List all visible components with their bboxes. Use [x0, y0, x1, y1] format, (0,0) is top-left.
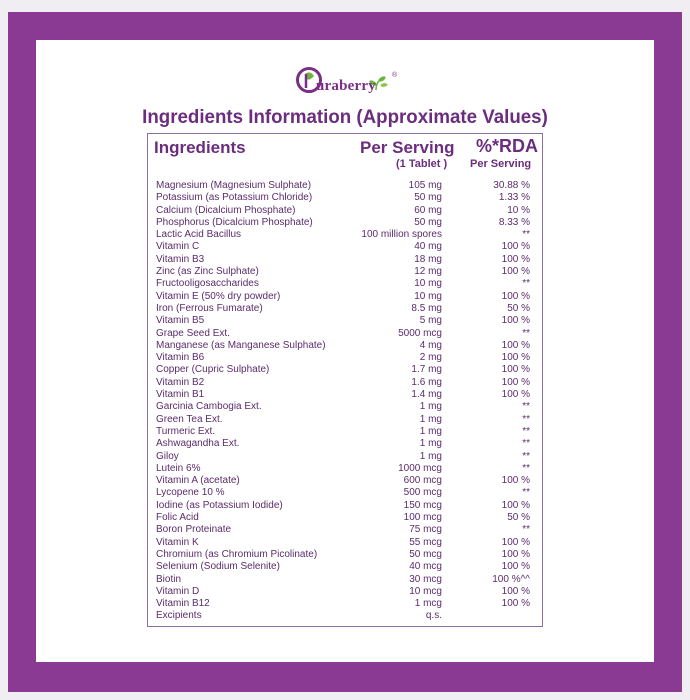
rda-value: 100 % — [501, 548, 530, 560]
rda-value: 100 % — [501, 352, 530, 364]
table-row — [154, 389, 538, 401]
ingredient-name: Folic Acid — [156, 512, 199, 524]
rda-value: ** — [522, 438, 530, 450]
rda-value: 100 % — [501, 585, 530, 597]
per-serving-value: 1 mg — [419, 413, 442, 425]
ingredient-name: Vitamin B6 — [156, 352, 205, 364]
ingredient-name: Turmeric Ext. — [156, 425, 216, 437]
per-serving-value: 18 mg — [414, 253, 442, 265]
rda-value: 100 % — [501, 389, 530, 401]
table-row — [154, 291, 538, 303]
per-serving-value: 40 mcg — [409, 561, 442, 573]
rda-value: ** — [522, 413, 530, 425]
ingredient-name: Iron (Ferrous Fumarate) — [156, 302, 263, 314]
rda-value: 100 % — [501, 290, 530, 302]
per-serving-value: q.s. — [425, 610, 442, 622]
per-serving-value: 1 mcg — [414, 598, 442, 610]
per-serving-value: 600 mcg — [403, 475, 442, 487]
table-row — [154, 278, 538, 290]
table-row — [154, 537, 538, 549]
ingredient-name: Fructooligosaccharides — [156, 278, 259, 290]
table-row — [154, 401, 538, 413]
per-serving-value: 2 mg — [419, 352, 442, 364]
ingredient-name: Giloy — [156, 450, 179, 462]
ingredient-name: Excipients — [156, 610, 202, 622]
table-row — [154, 598, 538, 610]
ingredient-name: Magnesium (Magnesium Sulphate) — [156, 180, 312, 191]
per-serving-value: 1 mg — [419, 425, 442, 437]
ingredient-name: Vitamin B3 — [156, 253, 205, 265]
per-serving-value: 30 mcg — [409, 573, 442, 585]
ingredients-table — [147, 133, 543, 627]
rda-value: 10 % — [507, 204, 530, 216]
per-serving-value: 40 mg — [414, 241, 442, 253]
per-serving-value: 1000 mcg — [398, 462, 442, 474]
table-row — [154, 180, 538, 192]
table-row — [154, 549, 538, 561]
rda-value: 100 % — [501, 315, 530, 327]
per-serving-value: 75 mcg — [409, 524, 442, 536]
rda-value: 100 % — [501, 598, 530, 610]
rda-value: ** — [522, 425, 530, 437]
header-per-serving: Per Serving — [360, 138, 455, 157]
table-row — [154, 512, 538, 524]
table-row — [154, 205, 538, 217]
per-serving-value: 12 mg — [414, 266, 442, 278]
per-serving-value: 10 mcg — [409, 585, 442, 597]
per-serving-value: 500 mcg — [403, 487, 442, 499]
header-rda: %*RDA — [476, 136, 539, 156]
per-serving-value: 1.7 mg — [411, 364, 442, 376]
rda-value: 100 % — [501, 339, 530, 351]
rda-value: 30.88 % — [493, 180, 530, 191]
table-row — [154, 192, 538, 204]
table-row — [154, 451, 538, 463]
rda-value: 100 %^^ — [492, 573, 530, 585]
ingredient-name: Chromium (as Chromium Picolinate) — [156, 548, 318, 560]
header-rda-sub: Per Serving — [470, 158, 532, 170]
rda-value: 100 % — [501, 253, 530, 265]
table-row — [154, 500, 538, 512]
rda-value: ** — [522, 487, 530, 499]
per-serving-value: 50 mcg — [409, 548, 442, 560]
table-row — [154, 364, 538, 376]
table-row — [154, 524, 538, 536]
table-row — [154, 229, 538, 241]
rda-value: 100 % — [501, 475, 530, 487]
ingredient-name: Copper (Cupric Sulphate) — [156, 364, 270, 376]
per-serving-value: 1.4 mg — [411, 389, 442, 401]
rda-value: ** — [522, 229, 530, 241]
per-serving-value: 150 mcg — [403, 499, 442, 511]
per-serving-value: 5000 mcg — [398, 327, 442, 339]
per-serving-value: 100 mcg — [403, 512, 442, 524]
rda-value: ** — [522, 278, 530, 290]
rda-value: 100 % — [501, 536, 530, 548]
per-serving-value: 1 mg — [419, 438, 442, 450]
rda-value: ** — [522, 462, 530, 474]
table-row — [154, 254, 538, 266]
table-row — [154, 414, 538, 426]
table-row — [154, 426, 538, 438]
ingredient-name: Vitamin B12 — [156, 598, 210, 610]
ingredient-name: Ashwagandha Ext. — [156, 438, 240, 450]
rda-value: 100 % — [501, 376, 530, 388]
table-row — [154, 586, 538, 598]
rda-value: 100 % — [501, 561, 530, 573]
ingredient-name: Lactic Acid Bacillus — [156, 229, 242, 241]
header-ingredients: Ingredients — [154, 138, 246, 157]
ingredient-name: Vitamin E (50% dry powder) — [156, 290, 281, 302]
per-serving-value: 4 mg — [419, 339, 442, 351]
table-body — [154, 180, 538, 623]
table-row — [154, 340, 538, 352]
per-serving-value: 50 mg — [414, 216, 442, 228]
per-serving-value: 8.5 mg — [411, 302, 442, 314]
header-per-serving-sub: (1 Tablet ) — [396, 158, 448, 170]
ingredient-name: Vitamin D — [156, 585, 200, 597]
table-row — [154, 328, 538, 340]
table-row — [154, 574, 538, 586]
per-serving-value: 10 mg — [414, 278, 442, 290]
rda-value: 50 % — [507, 302, 530, 314]
per-serving-value: 105 mg — [408, 180, 442, 191]
per-serving-value: 5 mg — [419, 315, 442, 327]
ingredient-name: Calcium (Dicalcium Phosphate) — [156, 204, 296, 216]
rda-value: ** — [522, 401, 530, 413]
ingredient-name: Lutein 6% — [156, 462, 201, 474]
per-serving-value: 1 mg — [419, 450, 442, 462]
rda-value: 100 % — [501, 364, 530, 376]
table-row — [154, 377, 538, 389]
table-row — [154, 475, 538, 487]
ingredient-name: Vitamin K — [156, 536, 199, 548]
ingredient-name: Boron Proteinate — [156, 524, 232, 536]
ingredient-name: Green Tea Ext. — [156, 413, 223, 425]
registered-mark: ® — [392, 72, 398, 79]
brand-name: uraberry — [316, 78, 376, 94]
ingredient-name: Vitamin B5 — [156, 315, 205, 327]
table-row — [154, 303, 538, 315]
ingredient-name: Vitamin A (acetate) — [156, 475, 240, 487]
ingredient-name: Manganese (as Manganese Sulphate) — [156, 339, 326, 351]
ingredient-name: Phosphorus (Dicalcium Phosphate) — [156, 216, 313, 228]
table-row — [154, 487, 538, 499]
rda-value: 1.33 % — [498, 192, 530, 204]
ingredient-name: Biotin — [156, 573, 182, 585]
table-row — [154, 266, 538, 278]
table-row — [154, 438, 538, 450]
ingredient-name: Vitamin C — [156, 241, 200, 253]
ingredient-name: Vitamin B1 — [156, 389, 205, 401]
ingredient-name: Zinc (as Zinc Sulphate) — [156, 266, 259, 278]
rda-value: ** — [522, 450, 530, 462]
table-row — [154, 610, 538, 622]
ingredient-name: Grape Seed Ext. — [156, 327, 230, 339]
ingredient-name: Selenium (Sodium Selenite) — [156, 561, 280, 573]
per-serving-value: 1 mg — [419, 401, 442, 413]
table-row — [154, 352, 538, 364]
ingredient-name: Iodine (as Potassium Iodide) — [156, 499, 283, 511]
rda-value: 100 % — [501, 241, 530, 253]
table-row — [154, 561, 538, 573]
table-row — [154, 217, 538, 229]
rda-value: ** — [522, 327, 530, 339]
rda-value: 8.33 % — [498, 216, 530, 228]
rda-value: 50 % — [507, 512, 530, 524]
per-serving-value: 50 mg — [414, 192, 442, 204]
page-title: Ingredients Information (Approximate Values) — [142, 106, 548, 128]
table-row — [154, 315, 538, 327]
per-serving-value: 55 mcg — [409, 536, 442, 548]
per-serving-value: 10 mg — [414, 290, 442, 302]
table-row — [154, 463, 538, 475]
rda-value: 100 % — [501, 499, 530, 511]
brand-logo — [296, 58, 406, 108]
rda-value: ** — [522, 524, 530, 536]
rda-value: 100 % — [501, 266, 530, 278]
per-serving-value: 60 mg — [414, 204, 442, 216]
table-row — [154, 241, 538, 253]
ingredient-name: Lycopene 10 % — [156, 487, 225, 499]
ingredient-name: Potassium (as Potassium Chloride) — [156, 192, 313, 204]
ingredient-name: Vitamin B2 — [156, 376, 205, 388]
per-serving-value: 1.6 mg — [411, 376, 442, 388]
per-serving-value: 100 million spores — [361, 229, 442, 241]
ingredient-name: Garcinia Cambogia Ext. — [156, 401, 262, 413]
